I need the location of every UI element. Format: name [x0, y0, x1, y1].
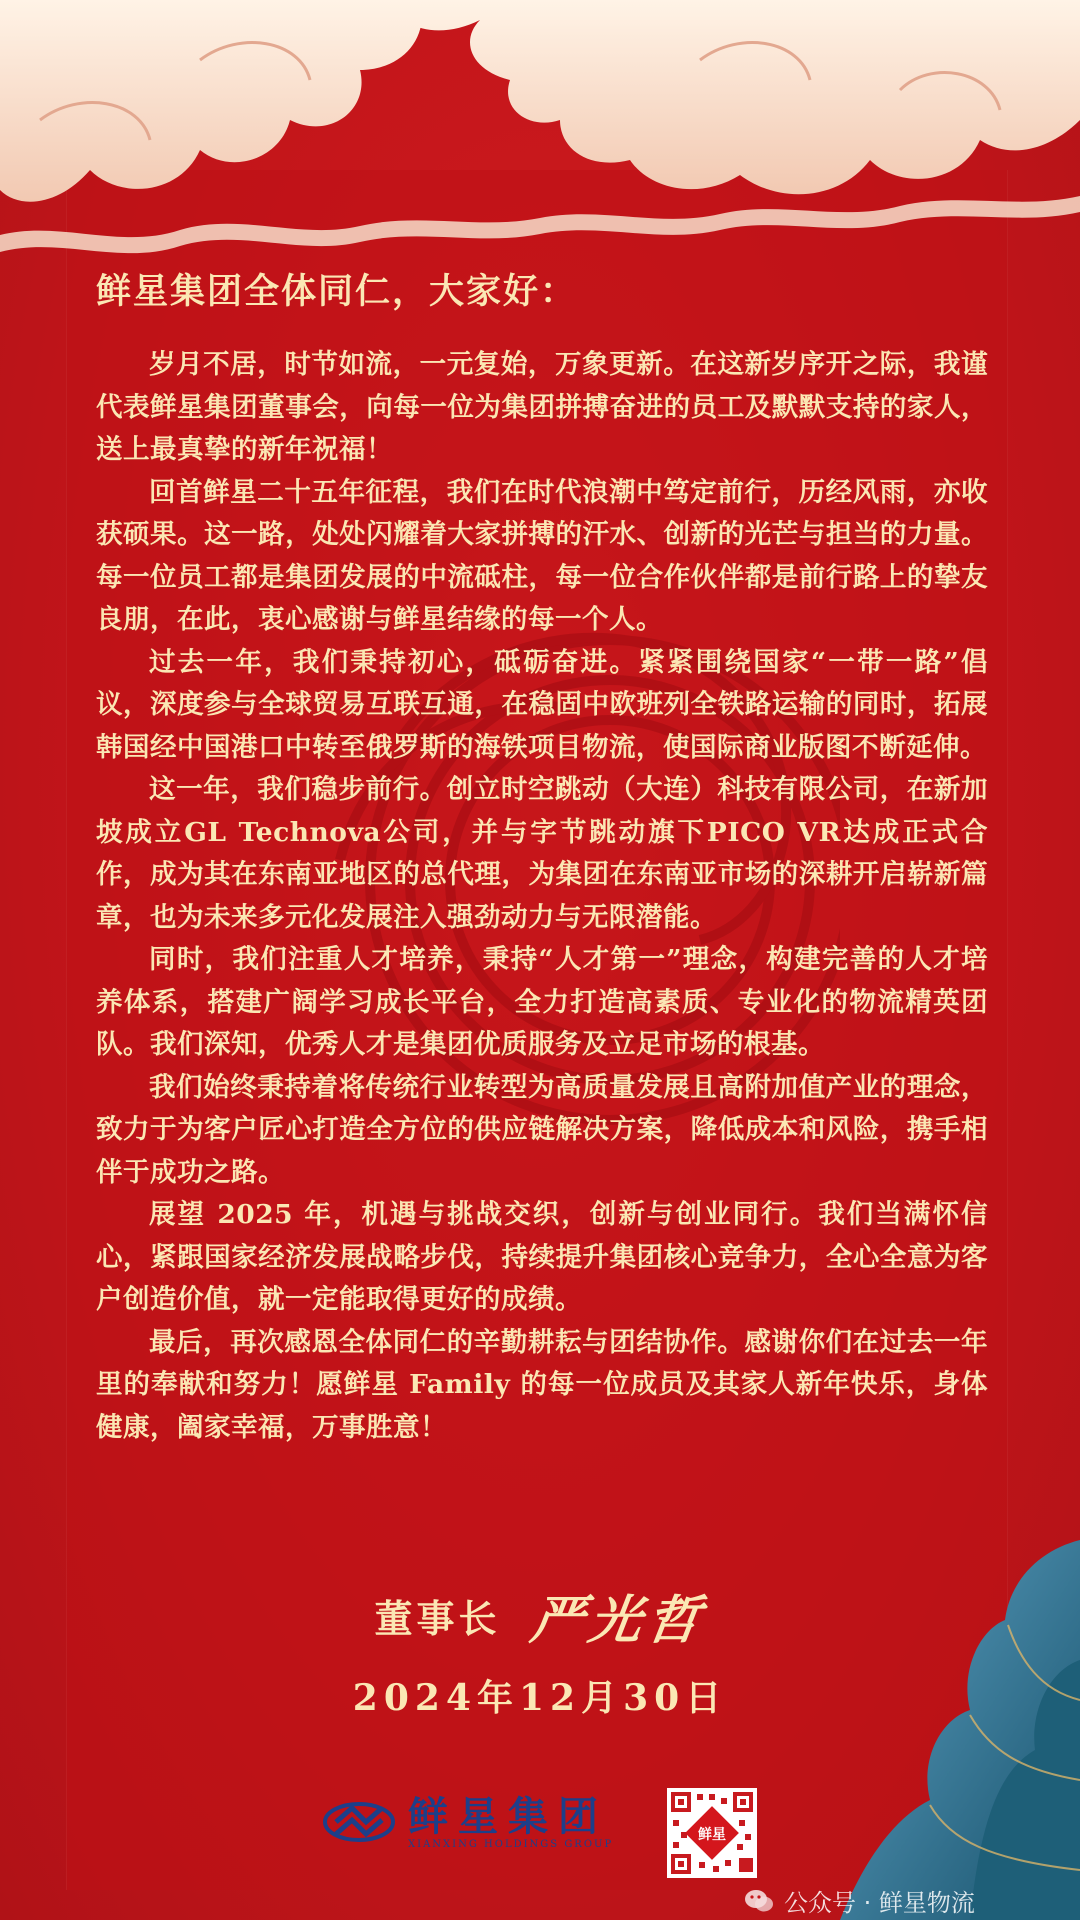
letter-date: 2024年12月30日 — [352, 1677, 728, 1719]
signature-name: 严光哲 — [526, 1590, 710, 1651]
signature-line — [0, 1578, 1080, 1653]
qr-center-label: 鲜星 — [698, 1827, 726, 1843]
watermark — [744, 1883, 975, 1918]
letter-paragraph-7: 展望 2025 年，机遇与挑战交织，创新与创业同行。我们当满怀信心，紧跟国家经济发展战略步伐，持续提升集团核心竞争力，全心全意为客户创造价值，就一定能取得更好的成绩。 — [96, 1199, 988, 1315]
new-year-letter — [96, 268, 988, 1449]
letter-greeting: 鲜星集团全体同仁，大家好： — [96, 271, 578, 312]
letter-paragraph-6: 我们始终秉持着将传统行业转型为高质量发展且高附加值产业的理念，致力于为客户匠心打造全方位的供应链解决方案，降低成本和风险，携手相伴于成功之路。 — [96, 1071, 988, 1188]
letter-paragraph-4: 这一年，我们稳步前行。创立时空跳动（大连）科技有限公司，在新加坡成立GL Technova公司，并与字节跳动旗下PICO VR达成正式合作，成为其在东南亚地区的总代理，为集团在东南亚市场的深耕开启崭新篇章，也为未来多元化发展注入强劲动力与无限潜能。 — [96, 774, 988, 933]
company-logo — [322, 1792, 613, 1852]
letter-paragraph-3: 过去一年，我们秉持初心，砥砺奋进。紧紧围绕国家“一带一路”倡议，深度参与全球贸易互联互通，在稳固中欧班列全铁路运输的同时，拓展韩国经中国港口中转至俄罗斯的海铁项目物流，使国际商业版图不断延伸。 — [96, 646, 988, 763]
signature-title: 董事长 — [374, 1596, 501, 1641]
logo-chinese-name: 鲜星集团 — [408, 1792, 608, 1840]
clouds-decoration — [0, 0, 1080, 290]
letter-paragraph-2: 回首鲜星二十五年征程，我们在时代浪潮中笃定前行，历经风雨，亦收获硕果。这一路，处处闪耀着大家拼搏的汗水、创新的光芒与担当的力量。每一位员工都是集团发展的中流砥柱，每一位合作伙伴都是前行路上的挚友良朋，在此，衷心感谢与鲜星结缘的每一个人。 — [96, 476, 988, 635]
letter-paragraph-1: 岁月不居，时节如流，一元复始，万象更新。在这新岁序开之际，我谨代表鲜星集团董事会，向每一位为集团拼搏奋进的员工及默默支持的家人，送上最真挚的新年祝福！ — [96, 349, 988, 465]
qr-code[interactable] — [667, 1788, 757, 1878]
company-logo-icon — [322, 1800, 396, 1844]
wechat-icon — [744, 1888, 774, 1914]
letter-paragraph-5: 同时，我们注重人才培养，秉持“人才第一”理念，构建完善的人才培养体系，搭建广阔学习成长平台，全力打造高素质、专业化的物流精英团队。我们深知，优秀人才是集团优质服务及立足市场的根基。 — [96, 944, 988, 1060]
letter-paragraph-8: 最后，再次感恩全体同仁的辛勤耕耘与团结协作。感谢你们在过去一年里的奉献和努力！愿鲜星 Family 的每一位成员及其家人新年快乐，身体健康，阖家幸福，万事胜意！ — [96, 1326, 988, 1443]
logo-english-name: XIANXING HOLDINGS GROUP — [408, 1838, 614, 1850]
watermark-text: 公众号 · 鲜星物流 — [784, 1889, 975, 1917]
